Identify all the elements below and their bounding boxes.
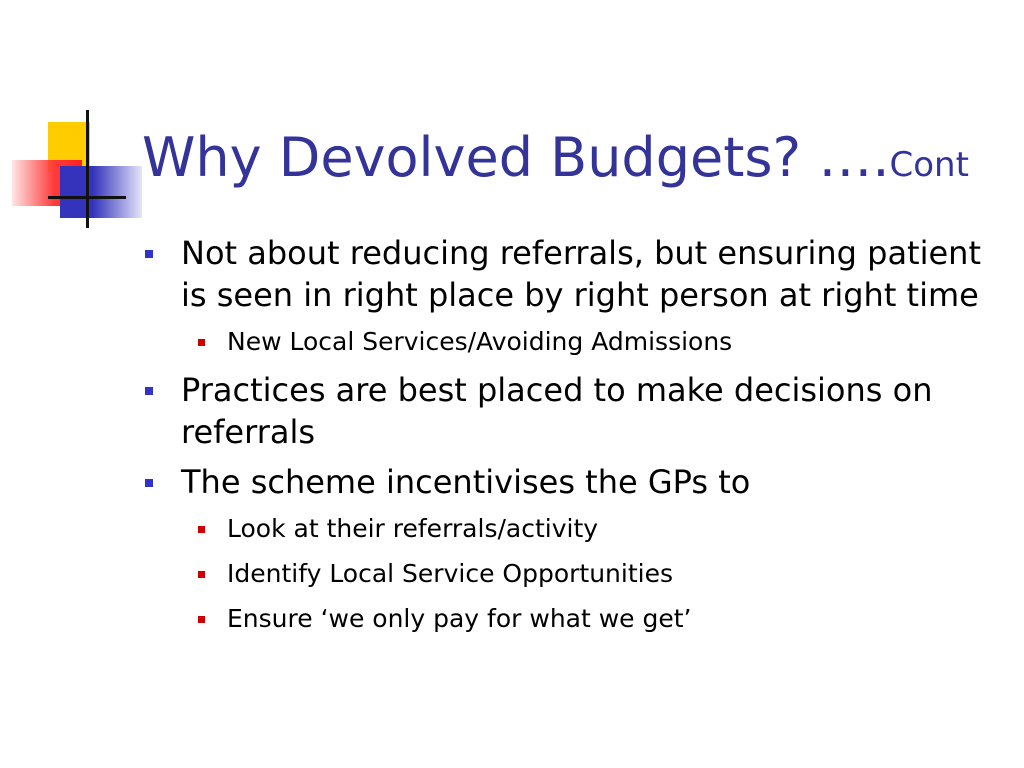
sub-bullet-item xyxy=(142,324,982,360)
slide-title xyxy=(142,126,969,189)
sub-bullet-square-icon xyxy=(198,616,205,623)
sub-bullet-text: Ensure ‘we only pay for what we get’ xyxy=(227,604,692,633)
bullet-text: Not about reducing referrals, but ensuring patient is seen in right place by right person at right time xyxy=(181,234,981,314)
sub-bullet-text: Identify Local Service Opportunities xyxy=(227,559,673,588)
slide-title-suffix: Cont xyxy=(889,145,969,185)
bullet-item xyxy=(142,369,982,453)
sub-bullet-square-icon xyxy=(198,526,205,533)
bullet-text: Practices are best placed to make decisions on referrals xyxy=(181,371,933,451)
horizontal-line xyxy=(48,196,126,199)
bullet-square-icon xyxy=(145,479,153,487)
bullet-item xyxy=(142,232,982,316)
sub-bullet-item xyxy=(142,511,982,547)
sub-bullet-text: Look at their referrals/activity xyxy=(227,514,599,543)
sub-bullet-square-icon xyxy=(198,571,205,578)
vertical-line xyxy=(86,110,89,228)
bullet-item xyxy=(142,461,982,503)
sub-bullet-item xyxy=(142,601,982,637)
bullet-list xyxy=(142,232,982,646)
sub-bullet-square-icon xyxy=(198,339,205,346)
slide-title-text: Why Devolved Budgets? …. xyxy=(142,126,890,189)
bullet-square-icon xyxy=(145,250,153,258)
blue-square xyxy=(60,166,142,218)
sub-bullet-item xyxy=(142,556,982,592)
bullet-square-icon xyxy=(145,387,153,395)
sub-bullet-text: New Local Services/Avoiding Admissions xyxy=(227,327,733,356)
template-logo-graphic xyxy=(0,100,150,240)
bullet-text: The scheme incentivises the GPs to xyxy=(181,463,751,501)
